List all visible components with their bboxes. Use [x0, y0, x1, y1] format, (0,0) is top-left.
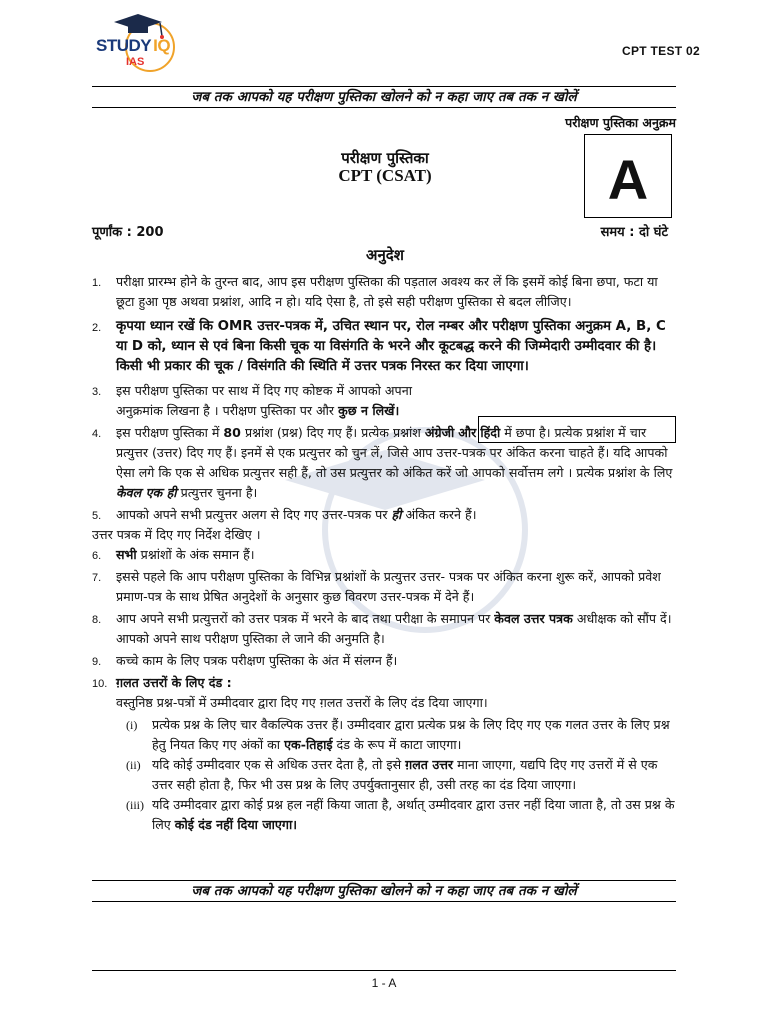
top-warning-banner: जब तक आपको यह परीक्षण पुस्तिका खोलने को न कहा जाए तब तक न खोलें [92, 86, 676, 108]
item-text: इस परीक्षण पुस्तिका में [116, 425, 220, 440]
subitem-text: यदि उम्मीदवार द्वारा कोई प्रश्न हल नहीं किया जाता है, अर्थात् उम्मीदवार द्वारा उत्तर नहीं दिया जाता है, तो उस प्रश्न के लिए [152, 797, 675, 832]
item-text: कच्चे काम के लिए पत्रक परीक्षण पुस्तिका के अंत में संलग्न हैं। [116, 653, 398, 668]
item-number: 9. [92, 656, 102, 668]
instruction-item-6 [92, 545, 678, 565]
subitem-text: प्रत्येक प्रश्न के लिए चार वैकल्पिक उत्तर हैं। उम्मीदवार द्वारा प्रत्येक प्रश्न के लिए दिए गए एक गलत उत्तर के लिए प्रश्न हेतु नियत किए गए अंकों का [152, 717, 670, 752]
bottom-warning-banner: जब तक आपको यह परीक्षण पुस्तिका खोलने को न कहा जाए तब तक न खोलें [92, 880, 676, 902]
instruction-item-1 [92, 272, 678, 312]
penalty-subitem-2 [116, 755, 678, 795]
subitem-text: दंड के रूप में काटा जाएगा। [336, 737, 462, 752]
item-emphasis: केवल एक ही [116, 485, 177, 500]
item-number: 1. [92, 277, 102, 289]
penalty-subitem-1 [116, 715, 678, 755]
instructions-list [92, 272, 678, 835]
penalty-heading: ग़लत उत्तरों के लिए दंड : [116, 675, 232, 690]
instruction-item-3 [92, 381, 496, 421]
subitem-emphasis: कोई दंड नहीं दिया जाएगा। [174, 817, 298, 832]
item-text: आपको अपने सभी प्रत्युत्तर अलग से दिए गए उत्तर-पत्रक पर [116, 507, 388, 522]
instruction-item-4 [92, 423, 678, 503]
study-iq-logo [92, 10, 186, 76]
time-allowed: समय : दो घंटे [600, 225, 668, 240]
item-number: 4. [92, 428, 102, 440]
item-text: में छपा है। प्रत्येक प्रश्नांश में चार प्रत्युत्तर (उत्तर) दिए गए हैं। इनमें से एक प्रत्युत्तर को चुन लें, जिसे आप उत्तर-पत्रक पर अंकित करना चाहते हैं। यदि आपको ऐसा लगे कि एक से अधिक प्रत्युत्तर सही हैं, तो उस प्रत्युत्तर को अंकित करें जो आपको सर्वोत्तम लगे । प्रत्येक प्रश्नांश के लिए [116, 425, 673, 480]
instruction-item-7 [92, 567, 678, 607]
logo-study-text: STUDY [96, 36, 152, 55]
item-number: 6. [92, 550, 102, 562]
item-emphasis: 80 [223, 425, 241, 440]
subitem-number: (iii) [126, 798, 144, 812]
subitem-text: माना जाएगा, यद्यपि दिए गए उत्तरों में से एक उत्तर सही होता है, फिर भी उस प्रश्न के लिए उपर्युक्तानुसार ही, उसी तरह का दंड दिया जाएगा। [152, 757, 658, 792]
item-text: इससे पहले कि आप परीक्षण पुस्तिका के विभिन्न प्रश्नांशों के प्रत्युत्तर उत्तर- पत्रक पर अंकित करना शुरू करें, आपको प्रवेश प्रमाण-पत्र के साथ प्रेषित अनुदेशों के अनुसार कुछ विवरण उत्तर-पत्रक में देने हैं। [116, 569, 661, 604]
item-emphasis: ही [391, 507, 402, 522]
instructions-title: अनुदेश [366, 246, 404, 264]
item-number: 2. [92, 322, 102, 334]
item-number: 8. [92, 614, 102, 626]
item-number: 3. [92, 386, 102, 398]
item-text: प्रश्नांश (प्रश्न) दिए गए हैं। प्रत्येक प्रश्नांश [244, 425, 421, 440]
item-emphasis: हिंदी [480, 425, 501, 440]
footer-divider [92, 970, 676, 971]
instruction-item-5 [92, 505, 678, 545]
instruction-item-8 [92, 609, 678, 649]
item-text: आप अपने सभी प्रत्युत्तरों को उत्तर पत्रक में भरने के बाद तथा परीक्षा के समापन पर [116, 611, 491, 626]
title-english: CPT (CSAT) [338, 166, 432, 185]
item-number: 10. [92, 678, 108, 690]
item-number: 5. [92, 510, 102, 522]
logo-ias-text: IAS [126, 56, 145, 68]
booklet-series-label: परीक्षण पुस्तिका अनुक्रम [565, 115, 676, 130]
item-text-line2: अनुक्रमांक लिखना है । परीक्षण पुस्तिका पर और [116, 403, 335, 418]
item-text-line2: उत्तर पत्रक में दिए गए निर्देश देखिए । [92, 527, 261, 542]
series-letter-box: A [584, 134, 672, 218]
item-emphasis: और [458, 425, 477, 440]
instruction-item-9 [92, 651, 678, 671]
page-number: 1 - A [371, 976, 397, 990]
instruction-item-10 [92, 673, 678, 835]
item-emphasis: सभी [116, 547, 137, 562]
max-marks: पूर्णांक : 200 [92, 225, 164, 240]
item-emphasis: अंग्रेजी [424, 425, 455, 440]
subitem-emphasis: ग़लत उत्तर [405, 757, 454, 772]
item-number: 7. [92, 572, 102, 584]
item-emphasis: केवल उत्तर पत्रक [494, 611, 573, 626]
item-text-line1: इस परीक्षण पुस्तिका पर साथ में दिए गए कोष्टक में आपको अपना [116, 383, 412, 398]
logo-iq-text: IQ [153, 36, 171, 55]
item-text: अधीक्षक को सौंप दें। आपको अपने साथ परीक्षण पुस्तिका ले जाने की अनुमति है। [116, 611, 672, 646]
item-text: परीक्षा प्रारम्भ होने के तुरन्त बाद, आप इस परीक्षण पुस्तिका की पड़ताल अवश्य कर लें कि इसमें कोई बिना छपा, फटा या छूटा हुआ पृष्ठ अथवा प्रश्नांश, आदि न हो। यदि ऐसा है, तो इसे सही परीक्षण पुस्तिका से बदल लीजिए। [116, 274, 658, 309]
test-label: CPT TEST 02 [622, 44, 700, 58]
item-text: कृपया ध्यान रखें कि OMR उत्तर-पत्रक में, उचित स्थान पर, रोल नम्बर और परीक्षण पुस्तिका अनुक्रम A, B, C या D को, ध्यान से एवं बिना किसी चूक या विसंगति के भरने और कूटबद्ध करने की जिम्मेदारी उम्मीदवार की है। किसी भी प्रकार की चूक / विसंगति की स्थिति में उत्तर पत्रक निरस्त कर दिया जाएगा। [116, 319, 666, 374]
penalty-intro: वस्तुनिष्ठ प्रश्न-पत्रों में उम्मीदवार द्वारा दिए गए ग़लत उत्तरों के लिए दंड दिया जाएगा। [116, 695, 488, 710]
subitem-text: यदि कोई उम्मीदवार एक से अधिक उत्तर देता है, तो इसे [152, 757, 402, 772]
subitem-number: (i) [126, 718, 138, 732]
title-hindi: परीक्षण पुस्तिका [341, 149, 429, 167]
subitem-emphasis: एक-तिहाई [284, 737, 333, 752]
item-text: अंकित करने हैं। [405, 507, 477, 522]
item-text: प्रश्नांशों के अंक समान हैं। [140, 547, 255, 562]
instruction-item-2 [92, 317, 678, 377]
item-text: प्रत्युत्तर चुनना है। [180, 485, 258, 500]
item-emphasis: कुछ न लिखें। [338, 403, 400, 418]
subitem-number: (ii) [126, 758, 141, 772]
penalty-subitem-3 [116, 795, 678, 835]
